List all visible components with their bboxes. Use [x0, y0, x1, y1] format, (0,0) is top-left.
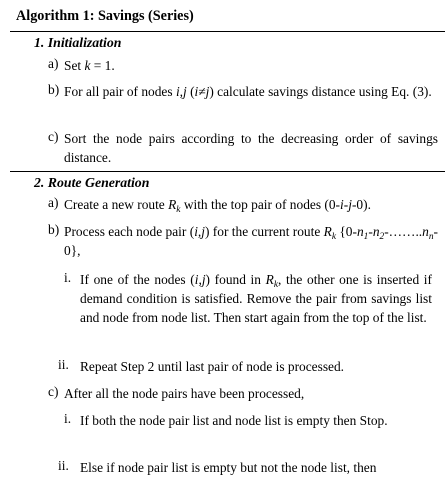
step-1a	[48, 56, 438, 76]
step-1c	[48, 129, 438, 169]
step-text: Repeat Step 2 until last pair of node is processed.	[80, 359, 345, 374]
step-2a	[48, 195, 438, 215]
step-marker: i.	[64, 411, 72, 426]
step-marker: b)	[48, 82, 60, 97]
step-text: If both the node pair list and node list is empty then Stop.	[80, 413, 388, 428]
step-marker: b)	[48, 222, 60, 237]
section-heading-route-generation: 2. Route Generation	[34, 175, 150, 190]
step-marker: i.	[64, 270, 72, 285]
step-2b	[48, 222, 438, 262]
step-2c	[48, 384, 438, 404]
step-marker: c)	[48, 384, 59, 399]
step-text: Set k = 1.	[64, 58, 115, 73]
step-text: Sort the node pairs according to the decreasing order of savings distance.	[64, 131, 438, 165]
step-text: Create a new route $R_k$ with the top pair of nodes (0-i-j-0).	[64, 197, 371, 215]
step-text: Process each node pair (i,j) for the current route $R_k$ $\{0-n_1-n_2-\dots\dots..n_n-0\}$,	[64, 224, 438, 258]
step-marker: ii.	[58, 357, 69, 372]
step-marker: c)	[48, 129, 59, 144]
step-1b	[48, 82, 438, 122]
step-2c-ii	[58, 458, 432, 478]
step-text: After all the node pairs have been processed,	[64, 386, 305, 401]
section-rule	[10, 171, 445, 172]
step-text: If one of the nodes (i,j) found in $R_k$, the other one is inserted if demand condition is satisfied. Remove the pair from savings list and node from node list. Then start again from the top of the list.	[80, 272, 432, 325]
step-2b-i	[64, 270, 432, 350]
step-text: Else if node pair list is empty but not the node list, then	[80, 460, 377, 475]
title-rule	[10, 31, 445, 32]
step-marker: a)	[48, 195, 59, 210]
step-marker: a)	[48, 56, 59, 71]
step-text: For all pair of nodes i,j (i≠j) calculate savings distance using Eq. (3).	[64, 84, 432, 99]
step-2c-i	[64, 411, 432, 451]
algorithm-title: Algorithm 1: Savings (Series)	[16, 8, 194, 24]
step-marker: ii.	[58, 458, 69, 473]
step-2b-ii	[58, 357, 432, 377]
section-heading-initialization: 1. Initialization	[34, 35, 122, 50]
